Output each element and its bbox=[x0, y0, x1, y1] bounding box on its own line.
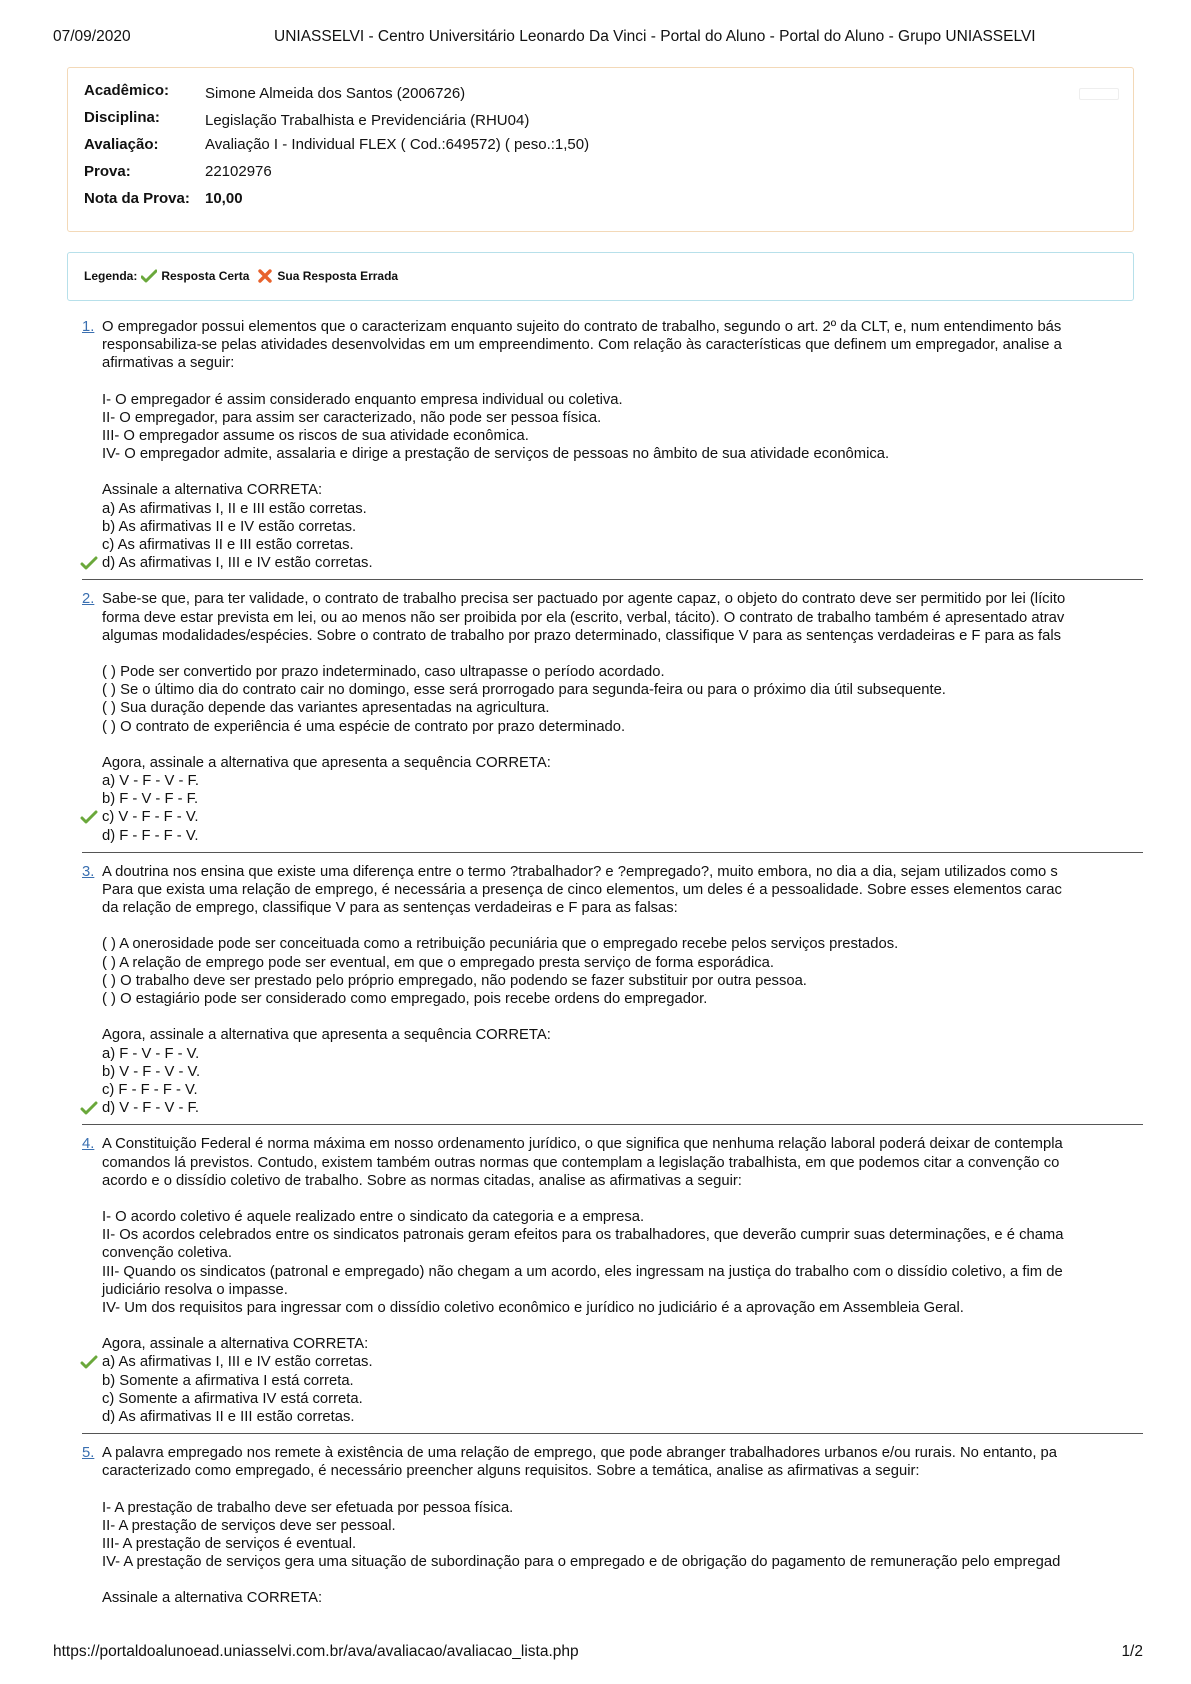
avaliacao-value: Avaliação I - Individual FLEX ( Cod.:649572) ( peso.:1,50) bbox=[205, 136, 590, 153]
answer-option bbox=[102, 1045, 1143, 1063]
question-stem-line: responsabiliza-se pelas atividades desenvolvidas em um empreendimento. Com relação às características que definem um empregador, analise a bbox=[102, 337, 1062, 354]
legend-correct-label: Resposta Certa bbox=[161, 269, 250, 283]
question-block bbox=[82, 1135, 1143, 1434]
answer-option bbox=[102, 1408, 1143, 1426]
answer-prompt: Assinale a alternativa CORRETA: bbox=[102, 1590, 323, 1607]
statement-item: ( ) Se o último dia do contrato cair no domingo, esse será prorrogado para segunda-feira ou para o próximo dia útil subsequente. bbox=[102, 682, 946, 699]
question-stem-line: algumas modalidades/espécies. Sobre o contrato de trabalho por prazo determinado, classifique V para as sentenças verdadeiras e F para as fals bbox=[102, 627, 1062, 644]
panel-corner-widget bbox=[1079, 88, 1119, 100]
question-number-link[interactable]: 4. bbox=[82, 1136, 95, 1153]
answer-option bbox=[102, 1081, 1143, 1099]
statement-list bbox=[82, 1499, 1143, 1572]
question-number-link[interactable]: 1. bbox=[82, 319, 95, 335]
answer-option-text: c) As afirmativas II e III estão corretas. bbox=[102, 537, 354, 554]
statement-item: III- Quando os sindicatos (patronal e empregado) não chegam a um acordo, eles ingressam na justiça do trabalho com o dissídio coletivo, a fim de bbox=[102, 1263, 1063, 1280]
answer-option bbox=[102, 536, 1143, 554]
answer-option-text: d) V - F - V - F. bbox=[102, 1100, 200, 1117]
answer-option-text: b) V - F - V - V. bbox=[102, 1063, 201, 1080]
correct-answer-check-icon bbox=[80, 1101, 98, 1120]
answer-option-text: d) F - F - F - V. bbox=[102, 827, 199, 844]
question-number-link[interactable]: 5. bbox=[82, 1445, 95, 1462]
statement-list bbox=[82, 663, 1143, 736]
question-block bbox=[82, 590, 1143, 852]
statement-list bbox=[82, 935, 1143, 1008]
answer-prompt: Agora, assinale a alternativa que apresenta a sequência CORRETA: bbox=[102, 754, 551, 771]
answer-option-text: b) As afirmativas II e IV estão corretas. bbox=[102, 518, 357, 535]
academico-label: Acadêmico: bbox=[84, 82, 170, 99]
question-block bbox=[82, 1444, 1143, 1614]
footer-page-number: 1/2 bbox=[1121, 1643, 1143, 1660]
statement-item: ( ) Pode ser convertido por prazo indeterminado, caso ultrapasse o período acordado. bbox=[102, 664, 665, 681]
question-block bbox=[82, 863, 1143, 1125]
correct-answer-check-icon bbox=[80, 556, 98, 575]
legend-wrong-label: Sua Resposta Errada bbox=[277, 269, 399, 283]
question-stem-line: afirmativas a seguir: bbox=[102, 355, 235, 372]
question-stem-line: comandos lá previstos. Contudo, existem também outras normas que contemplam a legislação trabalhista, em que podemos citar a convenção co bbox=[102, 1154, 1060, 1171]
question-stem-line: Sabe-se que, para ter validade, o contrato de trabalho precisa ser pactuado por agente capaz, o objeto do contrato deve ser permitido por lei (lícito bbox=[102, 591, 1066, 608]
answer-option bbox=[102, 827, 1143, 845]
question-stem-line: da relação de emprego, classifique V para as sentenças verdadeiras e F para as falsas: bbox=[102, 900, 678, 917]
answer-option-text: c) V - F - F - V. bbox=[102, 809, 199, 826]
footer-url: https://portaldoalunoead.uniasselvi.com.br/ava/avaliacao/avaliacao_lista.php bbox=[53, 1643, 579, 1660]
answer-option bbox=[102, 1353, 1143, 1371]
answer-option-text: b) F - V - F - F. bbox=[102, 791, 199, 808]
statement-list bbox=[82, 1208, 1143, 1317]
question-list bbox=[0, 318, 1143, 1625]
answer-option-text: a) V - F - V - F. bbox=[102, 773, 200, 790]
answer-prompt: Agora, assinale a alternativa CORRETA: bbox=[102, 1336, 369, 1353]
statement-item: IV- O empregador admite, assalaria e dirige a prestação de serviços de pessoas no âmbito de sua atividade econômica. bbox=[102, 446, 890, 463]
answer-option bbox=[102, 1372, 1143, 1390]
statement-item: I- A prestação de trabalho deve ser efetuada por pessoa física. bbox=[102, 1499, 514, 1516]
question-block bbox=[82, 318, 1143, 580]
check-icon bbox=[141, 269, 157, 283]
question-number-link[interactable]: 2. bbox=[82, 591, 95, 608]
answer-option-text: a) As afirmativas I, III e IV estão corretas. bbox=[102, 1354, 373, 1371]
answer-prompt: Agora, assinale a alternativa que apresenta a sequência CORRETA: bbox=[102, 1027, 551, 1044]
nota-value: 10,00 bbox=[205, 190, 243, 207]
nota-label: Nota da Prova: bbox=[84, 190, 190, 207]
answer-option bbox=[102, 1390, 1143, 1408]
answer-option bbox=[102, 554, 1143, 572]
answer-option-text: c) Somente a afirmativa IV está correta. bbox=[102, 1390, 363, 1407]
statement-item: I- O empregador é assim considerado enquanto empresa individual ou coletiva. bbox=[102, 391, 623, 408]
answer-section bbox=[82, 1589, 1143, 1607]
cross-icon bbox=[257, 269, 273, 283]
answer-prompt: Assinale a alternativa CORRETA: bbox=[102, 482, 323, 499]
answer-section bbox=[82, 481, 1143, 572]
statement-item: ( ) A onerosidade pode ser conceituada como a retribuição pecuniária que o empregado recebe pelos serviços prestados. bbox=[102, 936, 899, 953]
answer-option bbox=[102, 808, 1143, 826]
question-stem bbox=[82, 1135, 1143, 1190]
statement-item: ( ) Sua duração depende das variantes apresentadas na agricultura. bbox=[102, 700, 550, 717]
prova-value: 22102976 bbox=[205, 163, 272, 180]
question-stem bbox=[82, 590, 1143, 645]
statement-item: judiciário resolva o impasse. bbox=[102, 1281, 288, 1298]
question-stem bbox=[82, 863, 1143, 918]
statement-item: II- O empregador, para assim ser caracterizado, não pode ser pessoa física. bbox=[102, 409, 602, 426]
statement-item: ( ) O trabalho deve ser prestado pelo próprio empregado, não podendo se fazer substituir por outra pessoa. bbox=[102, 972, 807, 989]
question-stem-line: caracterizado como empregado, é necessário preencher alguns requisitos. Sobre a temática, analise as afirmativas a seguir: bbox=[102, 1463, 920, 1480]
answer-option-text: c) F - F - F - V. bbox=[102, 1081, 198, 1098]
statement-item: ( ) O estagiário pode ser considerado como empregado, pois recebe ordens do empregador. bbox=[102, 991, 708, 1008]
statement-item: convenção coletiva. bbox=[102, 1245, 232, 1262]
answer-option bbox=[102, 1099, 1143, 1117]
answer-option-text: d) As afirmativas I, III e IV estão corretas. bbox=[102, 555, 373, 572]
answer-option-text: b) Somente a afirmativa I está correta. bbox=[102, 1372, 354, 1389]
statement-item: ( ) O contrato de experiência é uma espécie de contrato por prazo determinado. bbox=[102, 718, 626, 735]
student-info-panel bbox=[67, 67, 1134, 232]
answer-option bbox=[102, 500, 1143, 518]
question-stem-line: acordo e o dissídio coletivo de trabalho. Sobre as normas citadas, analise as afirmativas a seguir: bbox=[102, 1172, 742, 1189]
statement-item: ( ) A relação de emprego pode ser eventual, em que o empregado presta serviço de forma esporádica. bbox=[102, 954, 775, 971]
answer-option-text: d) As afirmativas II e III estão corretas. bbox=[102, 1408, 355, 1425]
answer-option-text: a) As afirmativas I, II e III estão corretas. bbox=[102, 500, 367, 517]
disciplina-value: Legislação Trabalhista e Previdenciária (RHU04) bbox=[205, 112, 530, 129]
legend-panel bbox=[67, 252, 1134, 301]
answer-section bbox=[82, 754, 1143, 845]
question-stem bbox=[82, 318, 1143, 373]
answer-section bbox=[82, 1335, 1143, 1426]
statement-item: III- O empregador assume os riscos de sua atividade econômica. bbox=[102, 428, 529, 445]
statement-item: IV- Um dos requisitos para ingressar com o dissídio coletivo econômico e jurídico no judiciário é a aprovação em Assembleia Geral. bbox=[102, 1299, 964, 1316]
statement-item: I- O acordo coletivo é aquele realizado entre o sindicato da categoria e a empresa. bbox=[102, 1208, 645, 1225]
statement-item: II- Os acordos celebrados entre os sindicatos patronais geram efeitos para os trabalhadores, que deverão cumprir suas determinações, e é chama bbox=[102, 1227, 1064, 1244]
question-stem-line: A Constituição Federal é norma máxima em nosso ordenamento jurídico, o que significa que nenhuma relação laboral poderá deixar de contempla bbox=[102, 1136, 1063, 1153]
prova-label: Prova: bbox=[84, 163, 131, 180]
question-stem bbox=[82, 1444, 1143, 1480]
statement-item: IV- A prestação de serviços gera uma situação de subordinação para o empregado e de obrigação do pagamento de remuneração pelo empregad bbox=[102, 1554, 1061, 1571]
statement-item: III- A prestação de serviços é eventual. bbox=[102, 1535, 357, 1552]
print-page-title: UNIASSELVI - Centro Universitário Leonardo Da Vinci - Portal do Aluno - Portal do Aluno - Grupo UNIASSELVI bbox=[274, 28, 1036, 45]
answer-option bbox=[102, 772, 1143, 790]
question-stem-line: forma deve estar prevista em lei, ou ao menos não ser proibida por ela (escrito, verbal, tácito). O contrato de trabalho também é apresentado atrav bbox=[102, 609, 1065, 626]
question-stem-line: A palavra empregado nos remete à existência de uma relação de emprego, que pode abranger trabalhadores urbanos e/ou rurais. No entanto, pa bbox=[102, 1445, 1058, 1462]
disciplina-label: Disciplina: bbox=[84, 109, 160, 126]
statement-item: II- A prestação de serviços deve ser pessoal. bbox=[102, 1517, 396, 1534]
correct-answer-check-icon bbox=[80, 810, 98, 829]
question-stem-line: O empregador possui elementos que o caracterizam enquanto sujeito do contrato de trabalho, segundo o art. 2º da CLT, e, num entendimento bás bbox=[102, 319, 1062, 335]
question-stem-line: Para que exista uma relação de emprego, é necessária a presença de cinco elementos, um deles é a pessoalidade. Sobre esses elementos carac bbox=[102, 882, 1062, 899]
avaliacao-label: Avaliação: bbox=[84, 136, 159, 153]
answer-option bbox=[102, 1063, 1143, 1081]
legend-label: Legenda: bbox=[84, 269, 138, 283]
answer-option bbox=[102, 518, 1143, 536]
answer-option bbox=[102, 790, 1143, 808]
question-number-link[interactable]: 3. bbox=[82, 863, 95, 880]
question-stem-line: A doutrina nos ensina que existe uma diferença entre o termo ?trabalhador? e ?empregado?, muito embora, no dia a dia, sejam utilizados como s bbox=[102, 863, 1058, 880]
statement-list bbox=[82, 391, 1143, 464]
correct-answer-check-icon bbox=[80, 1355, 98, 1374]
answer-option-text: a) F - V - F - V. bbox=[102, 1045, 200, 1062]
print-date: 07/09/2020 bbox=[53, 28, 131, 45]
answer-section bbox=[82, 1026, 1143, 1117]
academico-value: Simone Almeida dos Santos (2006726) bbox=[205, 85, 466, 102]
